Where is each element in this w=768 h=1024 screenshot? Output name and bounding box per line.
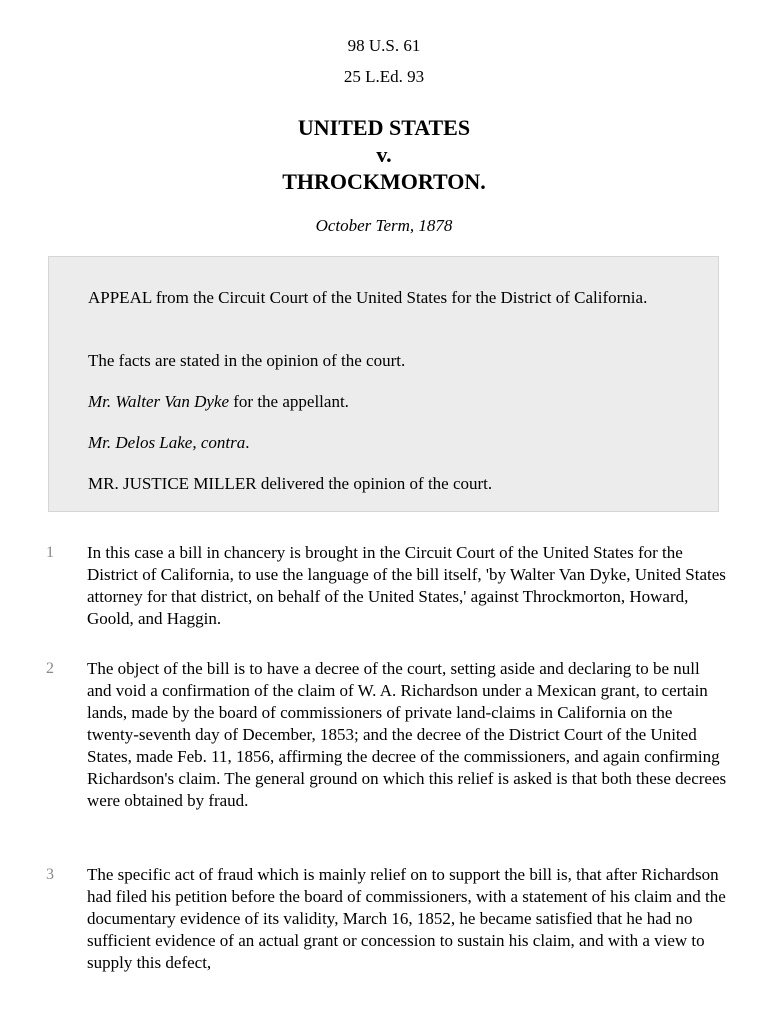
appellee-counsel-name: Mr. Delos Lake, contra [88,433,246,452]
case-title-versus: v. [376,142,392,167]
appellee-counsel-suffix: . [245,433,250,452]
case-title-party1: UNITED STATES [297,115,471,140]
paragraph-text: The specific act of fraud which is mainly relief on to support the bill is, that after Richardson had filed his petition before the board of commissioners, with a statement of his claim and the documentary evidence of its validity, March 16, 1852, he became satisfied that he had no sufficient evidence of an actual grant or concession to sustain his claim, and with a view to supply this defect, [87,865,726,972]
paragraph-number: 2 [46,660,54,677]
case-title-party2: THROCKMORTON. [282,169,486,194]
paragraph-text: In this case a bill in chancery is brought in the Circuit Court of the United States for the District of California, to use the language of the bill itself, 'by Walter Van Dyke, United States attorney for that district, on behalf of the United States,' against Throckmorton, Howard, Goold, and Haggin. [87,543,726,628]
court-term: October Term, 1878 [315,216,453,235]
us-reports-citation: 98 U.S. 61 [347,36,421,55]
paragraph-number: 1 [46,544,54,561]
appellant-counsel-role: for the appellant. [229,392,349,411]
appellant-counsel-name: Mr. Walter Van Dyke [88,392,230,411]
lawyers-edition-citation: 25 L.Ed. 93 [343,67,425,86]
syllabus-appeal: APPEAL from the Circuit Court of the United States for the District of California. [88,288,648,307]
syllabus-facts: The facts are stated in the opinion of the court. [88,351,406,370]
syllabus-appellee-counsel [88,432,688,453]
syllabus-opinion-author: MR. JUSTICE MILLER delivered the opinion of the court. [88,474,493,493]
syllabus-box [48,256,719,512]
paragraph-text: The object of the bill is to have a decree of the court, setting aside and declaring to be null and void a confirmation of the claim of W. A. Richardson under a Mexican grant, to certain lands, made by the board of commissioners of private land-claims in California on the twenty-seventh day of December, 1853; and the decree of the District Court of the United States, made Feb. 11, 1856, affirming the decree of the commissioners, and again confirming Richardson's claim. The general ground on which this relief is asked is that both these decrees were obtained by fraud. [87,659,727,810]
case-title [0,114,768,195]
paragraph-number: 3 [46,866,54,883]
syllabus-appellant-counsel [88,391,688,412]
